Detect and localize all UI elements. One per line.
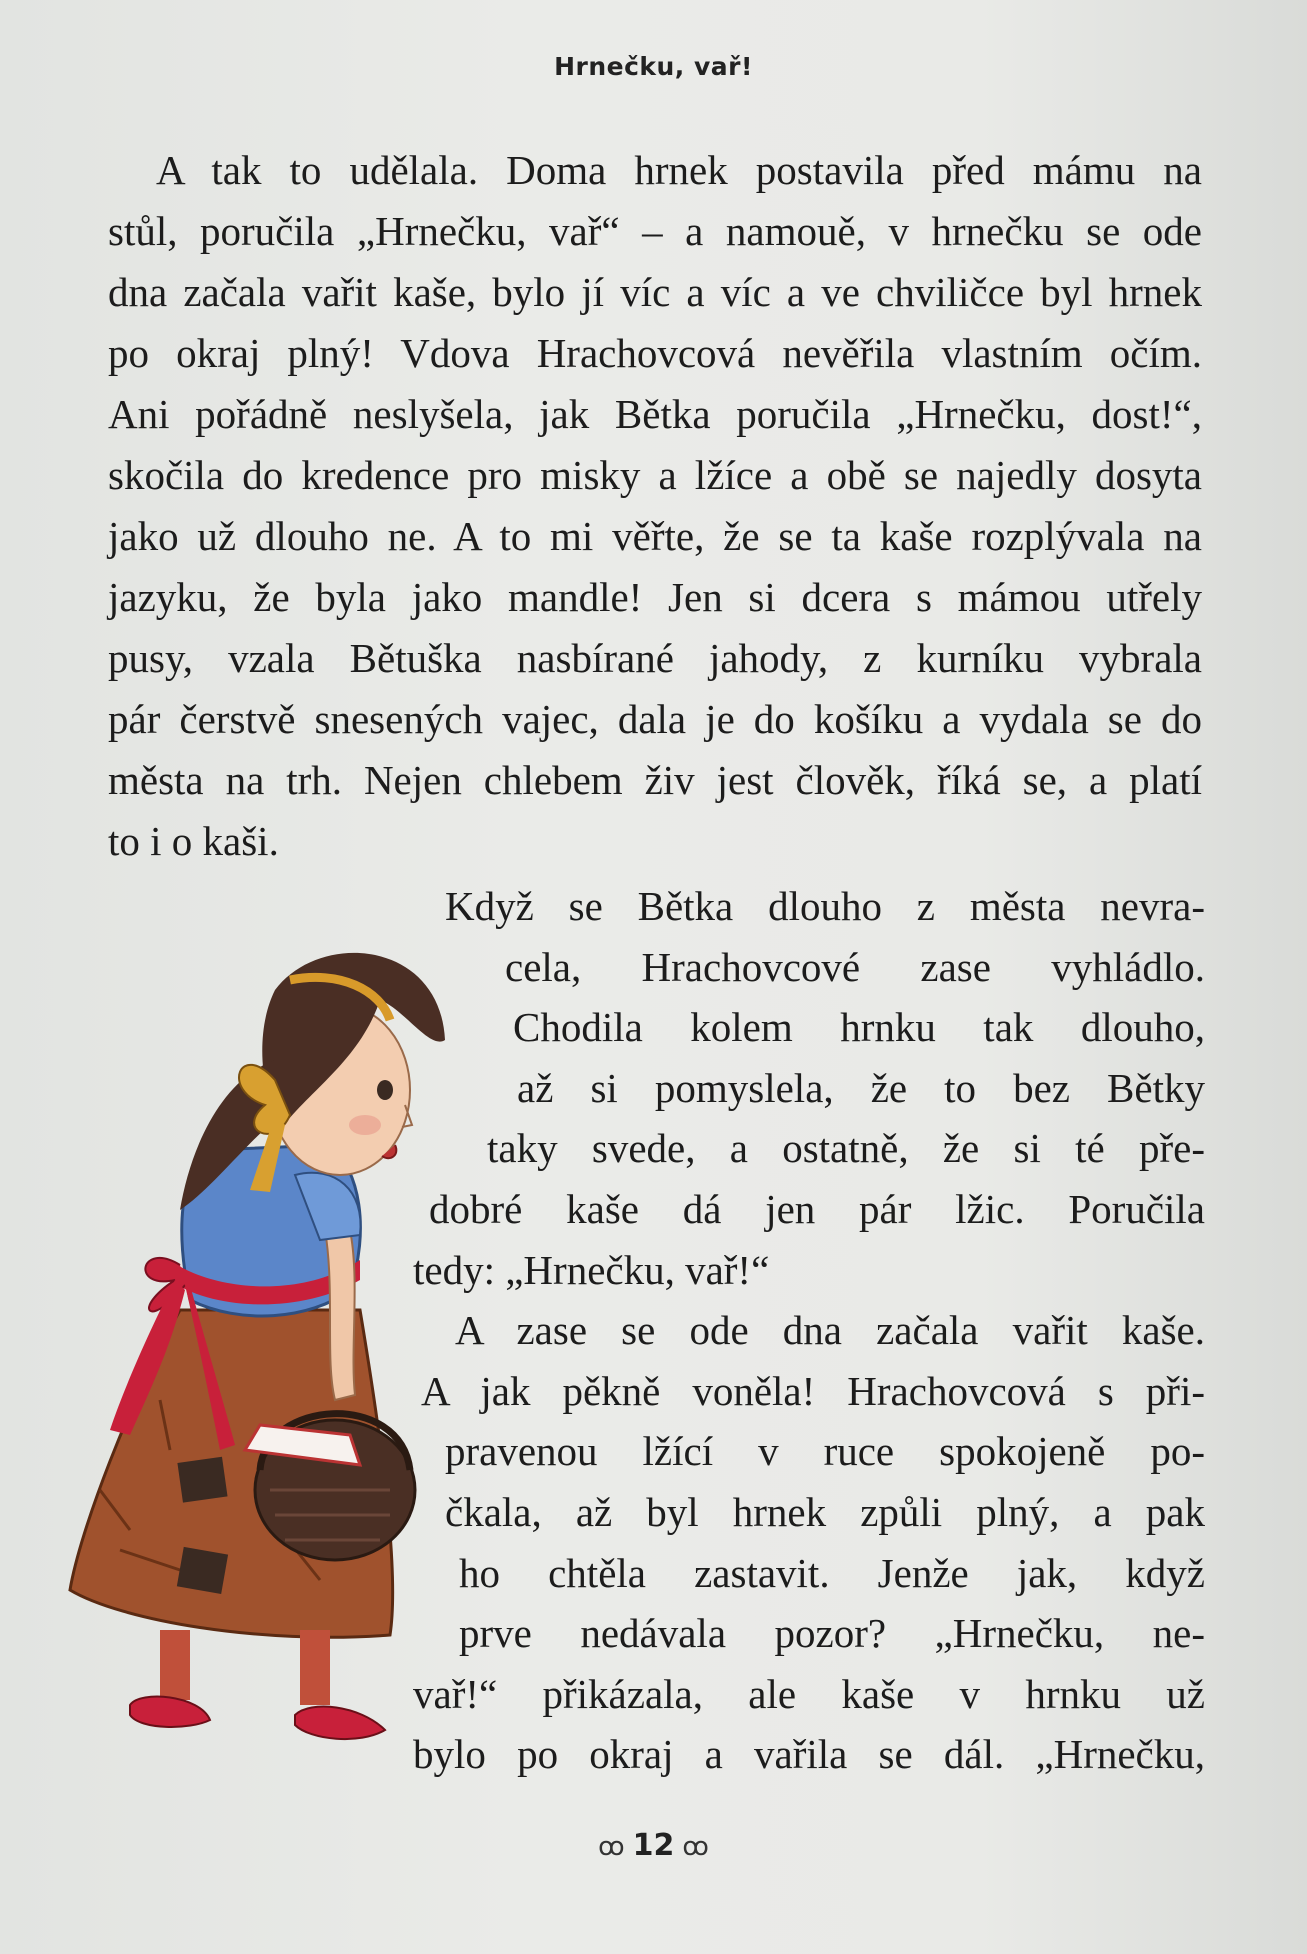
page-number-value: 12 bbox=[632, 1828, 675, 1863]
text-line: dobré kaše dá jen pár lžic. Poručila bbox=[429, 1185, 1205, 1232]
text-line: dna začala vařit kaše, bylo jí víc a víc a ve chviličce byl hrnek bbox=[108, 269, 1202, 315]
text-line: pár čerstvě snesených vajec, dala je do košíku a vydala se do bbox=[108, 696, 1202, 742]
text-line: jazyku, že byla jako mandle! Jen si dcera s mámou utřely bbox=[108, 574, 1202, 620]
text-line: taky svede, a ostatně, že si té pře- bbox=[487, 1125, 1205, 1172]
text-line: města na trh. Nejen chlebem živ jest člověk, říká se, a platí bbox=[108, 757, 1202, 803]
text-line: jako už dlouho ne. A to mi věřte, že se ta kaše rozplývala na bbox=[108, 513, 1202, 559]
paragraph-1 bbox=[108, 140, 1202, 872]
page-number bbox=[0, 1828, 1307, 1863]
running-head-title: Hrnečku, vař! bbox=[554, 52, 753, 81]
text-line: až si pomyslela, že to bez Bětky bbox=[517, 1064, 1205, 1111]
text-line: Když se Bětka dlouho z města nevra- bbox=[445, 883, 1205, 929]
text-line: stůl, poručila „Hrnečku, vař“ – a namouě, v hrnečku se ode bbox=[108, 208, 1202, 254]
text-line: pravenou lžící v ruce spokojeně po- bbox=[445, 1428, 1205, 1475]
ornament-right-icon: ꝏ bbox=[682, 1832, 709, 1862]
paragraph-2 bbox=[413, 876, 1205, 1785]
girl-with-basket-illustration bbox=[60, 930, 530, 1760]
text-line: A tak to udělala. Doma hrnek postavila před mámu na bbox=[156, 147, 1202, 193]
text-line: po okraj plný! Vdova Hrachovcová nevěřila vlastním očím. bbox=[108, 330, 1202, 376]
text-line: cela, Hrachovcové zase vyhládlo. bbox=[505, 943, 1205, 990]
text-line: A zase se ode dna začala vařit kaše. bbox=[455, 1307, 1205, 1354]
text-line: Ani pořádně neslyšela, jak Bětka poručila „Hrnečku, dost!“, bbox=[108, 391, 1202, 437]
text-line: bylo po okraj a vařila se dál. „Hrnečku, bbox=[413, 1731, 1205, 1778]
text-line: A jak pěkně voněla! Hrachovcová s při- bbox=[421, 1367, 1205, 1414]
text-line: prve nedávala pozor? „Hrnečku, ne- bbox=[459, 1610, 1205, 1657]
text-line: pusy, vzala Bětuška nasbírané jahody, z kurníku vybrala bbox=[108, 635, 1202, 681]
text-line: tedy: „Hrnečku, vař!“ bbox=[413, 1246, 770, 1293]
ornament-left-icon: ꝏ bbox=[598, 1832, 625, 1862]
text-line: to i o kaši. bbox=[108, 818, 279, 864]
text-line: vař!“ přikázala, ale kaše v hrnku už bbox=[413, 1670, 1205, 1717]
text-line: Chodila kolem hrnku tak dlouho, bbox=[513, 1004, 1205, 1051]
text-line: ho chtěla zastavit. Jenže jak, když bbox=[459, 1549, 1205, 1596]
text-line: skočila do kredence pro misky a lžíce a obě se najedly dosyta bbox=[108, 452, 1202, 498]
text-line: čkala, až byl hrnek způli plný, a pak bbox=[445, 1488, 1205, 1535]
